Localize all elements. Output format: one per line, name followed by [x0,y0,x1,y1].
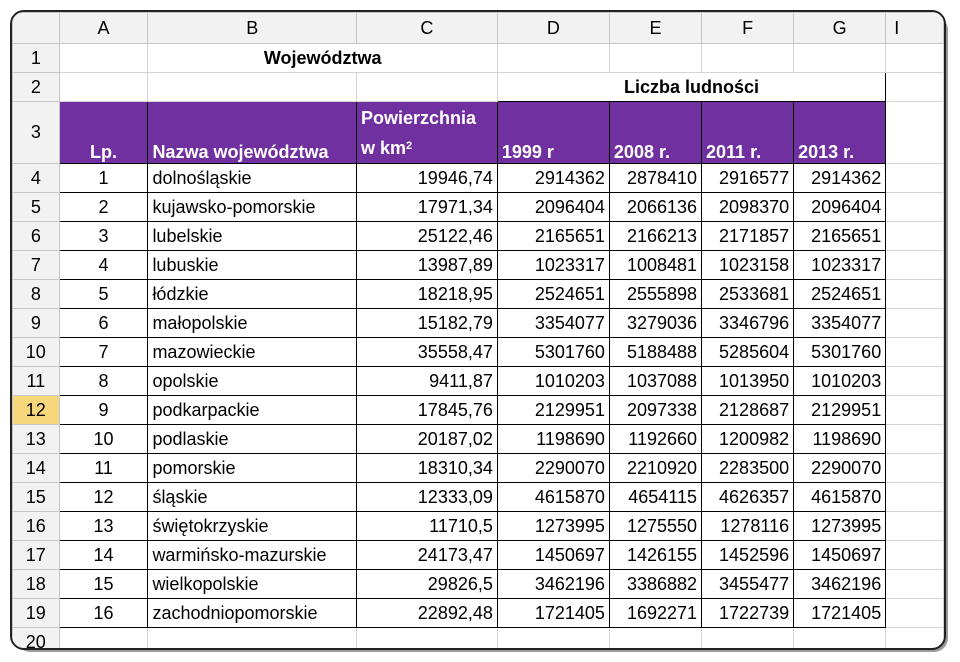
cell-p2013[interactable]: 1721405 [794,599,886,628]
table-row [13,280,944,309]
cell[interactable] [886,44,944,73]
spreadsheet-grid [12,12,944,650]
cell[interactable] [609,44,701,73]
cell-area[interactable]: 22892,48 [356,599,497,628]
header-cell-1999[interactable]: 1999 r [497,102,609,164]
cell-p2011[interactable]: 1278116 [702,512,794,541]
cell-p1999[interactable]: 1023317 [497,251,609,280]
cell-p2008[interactable]: 1692271 [609,599,701,628]
cell-p2011[interactable]: 2283500 [702,454,794,483]
cell-p2011[interactable]: 2171857 [702,222,794,251]
cell-p1999[interactable]: 1273995 [497,512,609,541]
cell[interactable] [59,44,148,73]
cell-p2013[interactable]: 3462196 [794,570,886,599]
cell-lp[interactable]: 8 [59,367,148,396]
cell-area[interactable]: 35558,47 [356,338,497,367]
cell-lp[interactable]: 11 [59,454,148,483]
column-header-h[interactable]: I [886,13,944,44]
cell-p2013[interactable]: 4615870 [794,483,886,512]
cell-area[interactable]: 17845,76 [356,396,497,425]
table-row [13,541,944,570]
row-header[interactable]: 9 [13,309,60,338]
cell-p2013[interactable]: 5301760 [794,338,886,367]
cell-p1999[interactable]: 5301760 [497,338,609,367]
cell[interactable] [609,628,701,651]
cell[interactable] [886,483,944,512]
cell-area[interactable]: 17971,34 [356,193,497,222]
table-row [13,251,944,280]
table-row [13,570,944,599]
table-row [13,309,944,338]
cell-p1999[interactable]: 3354077 [497,309,609,338]
cell-p2011[interactable]: 2916577 [702,164,794,193]
cell-area[interactable]: 20187,02 [356,425,497,454]
cell-lp[interactable]: 5 [59,280,148,309]
row-header[interactable]: 11 [13,367,60,396]
cell-p2013[interactable]: 2129951 [794,396,886,425]
cell-name[interactable]: opolskie [148,367,357,396]
table-row [13,599,944,628]
row-header[interactable]: 15 [13,483,60,512]
cell-p2011[interactable]: 2098370 [702,193,794,222]
cell-p2008[interactable]: 2166213 [609,222,701,251]
cell[interactable] [886,309,944,338]
cell-lp[interactable]: 6 [59,309,148,338]
cell-p2013[interactable]: 2096404 [794,193,886,222]
cell-area[interactable]: 25122,46 [356,222,497,251]
cell[interactable] [148,628,357,651]
cell-name[interactable]: podkarpackie [148,396,357,425]
row-header[interactable]: 12 [13,396,60,425]
cell-p2008[interactable]: 1192660 [609,425,701,454]
table-row [13,425,944,454]
cell-p2011[interactable]: 2533681 [702,280,794,309]
area-header-superscript: 2 [406,140,413,152]
cell[interactable] [497,44,609,73]
row-header[interactable]: 17 [13,541,60,570]
cell[interactable] [148,73,357,102]
cell[interactable] [794,628,886,651]
cell[interactable] [886,396,944,425]
header-cell-lp[interactable]: Lp. [59,102,148,164]
cell-area[interactable]: 29826,5 [356,570,497,599]
cell-p2008[interactable]: 2097338 [609,396,701,425]
cell-p2008[interactable]: 4654115 [609,483,701,512]
cell-name[interactable]: dolnośląskie [148,164,357,193]
spreadsheet-frame [10,10,946,650]
cell-p2008[interactable]: 2555898 [609,280,701,309]
table-row [13,512,944,541]
cell-lp[interactable]: 12 [59,483,148,512]
cell-name[interactable]: lubelskie [148,222,357,251]
cell-p1999[interactable]: 2096404 [497,193,609,222]
cell[interactable] [886,73,944,102]
cell-area[interactable]: 11710,5 [356,512,497,541]
cell-name[interactable]: warmińsko-mazurskie [148,541,357,570]
table-row [13,222,944,251]
cell-lp[interactable]: 1 [59,164,148,193]
row-header[interactable]: 4 [13,164,60,193]
cell-p2011[interactable]: 1023158 [702,251,794,280]
cell-p2008[interactable]: 2210920 [609,454,701,483]
cell-area[interactable]: 24173,47 [356,541,497,570]
table-row [13,483,944,512]
cell-p2011[interactable]: 4626357 [702,483,794,512]
cell[interactable] [886,338,944,367]
table-row [13,396,944,425]
row-header[interactable]: 2 [13,73,60,102]
cell-lp[interactable]: 13 [59,512,148,541]
table-row [13,164,944,193]
cell-p2011[interactable]: 2128687 [702,396,794,425]
cell-p2008[interactable]: 2878410 [609,164,701,193]
cell-name[interactable]: łódzkie [148,280,357,309]
cell-p2013[interactable]: 1198690 [794,425,886,454]
cell-name[interactable]: lubuskie [148,251,357,280]
cell-p1999[interactable]: 2524651 [497,280,609,309]
cell-p2013[interactable]: 1010203 [794,367,886,396]
area-header-line2 [361,133,497,163]
column-header-d[interactable]: D [497,13,609,44]
cell-p2008[interactable]: 2066136 [609,193,701,222]
cell-p2008[interactable]: 1275550 [609,512,701,541]
sheet-title-cell[interactable]: Województwa [148,44,497,73]
column-header-a[interactable]: A [59,13,148,44]
cell-name[interactable]: zachodniopomorskie [148,599,357,628]
table-row [13,628,944,651]
table-row [13,454,944,483]
cell-area[interactable]: 18310,34 [356,454,497,483]
cell-p1999[interactable]: 1721405 [497,599,609,628]
cell-lp[interactable]: 2 [59,193,148,222]
cell-area[interactable]: 12333,09 [356,483,497,512]
table-row [13,193,944,222]
cell[interactable] [886,512,944,541]
row-header[interactable]: 7 [13,251,60,280]
cell-p1999[interactable]: 3462196 [497,570,609,599]
cell-name[interactable]: podlaskie [148,425,357,454]
cell[interactable] [886,628,944,651]
cell-p2008[interactable]: 5188488 [609,338,701,367]
population-group-header[interactable]: Liczba ludności [497,73,885,102]
cell-p2011[interactable]: 1452596 [702,541,794,570]
cell-p2011[interactable]: 1722739 [702,599,794,628]
cell-p2013[interactable]: 1450697 [794,541,886,570]
row-header[interactable]: 16 [13,512,60,541]
cell-p1999[interactable]: 4615870 [497,483,609,512]
cell[interactable] [356,628,497,651]
cell-p1999[interactable]: 1198690 [497,425,609,454]
cell-lp[interactable]: 7 [59,338,148,367]
column-header-g[interactable]: G [794,13,886,44]
column-header-e[interactable]: E [609,13,701,44]
table-row [13,367,944,396]
cell-lp[interactable]: 16 [59,599,148,628]
row-header[interactable]: 18 [13,570,60,599]
cell-name[interactable]: mazowieckie [148,338,357,367]
cell-p1999[interactable]: 1450697 [497,541,609,570]
cell[interactable] [886,425,944,454]
row-header[interactable]: 13 [13,425,60,454]
row-header[interactable]: 6 [13,222,60,251]
cell-name[interactable]: kujawsko-pomorskie [148,193,357,222]
row-header[interactable]: 3 [13,102,60,164]
cell-p2013[interactable]: 1273995 [794,512,886,541]
cell-name[interactable]: pomorskie [148,454,357,483]
cell-p2013[interactable]: 3354077 [794,309,886,338]
cell-name[interactable]: świętokrzyskie [148,512,357,541]
table-row [13,338,944,367]
cell[interactable] [794,44,886,73]
cell-p2013[interactable]: 1023317 [794,251,886,280]
cell-area[interactable]: 13987,89 [356,251,497,280]
cell-name[interactable]: małopolskie [148,309,357,338]
column-header-f[interactable]: F [702,13,794,44]
row-header[interactable]: 5 [13,193,60,222]
cell[interactable] [886,222,944,251]
cell-p1999[interactable]: 2914362 [497,164,609,193]
cell-p2013[interactable]: 2524651 [794,280,886,309]
cell[interactable] [59,628,148,651]
cell-p2011[interactable]: 3455477 [702,570,794,599]
row-header[interactable]: 20 [13,628,60,651]
select-all-corner[interactable] [13,13,60,44]
row-header[interactable]: 1 [13,44,60,73]
cell-p1999[interactable]: 1010203 [497,367,609,396]
cell[interactable] [886,541,944,570]
cell-p2011[interactable]: 1200982 [702,425,794,454]
column-header-b[interactable]: B [148,13,357,44]
cell-p2008[interactable]: 3279036 [609,309,701,338]
cell-p1999[interactable]: 2290070 [497,454,609,483]
cell[interactable] [886,280,944,309]
cell[interactable] [497,628,609,651]
cell-p2008[interactable]: 1008481 [609,251,701,280]
cell[interactable] [886,164,944,193]
row-header[interactable]: 19 [13,599,60,628]
cell-lp[interactable]: 9 [59,396,148,425]
cell-lp[interactable]: 4 [59,251,148,280]
cell[interactable] [702,628,794,651]
cell-lp[interactable]: 10 [59,425,148,454]
cell[interactable] [886,102,944,164]
cell-area[interactable]: 19946,74 [356,164,497,193]
area-header-line1: Powierzchnia [360,108,477,128]
cell[interactable] [886,367,944,396]
cell[interactable] [886,193,944,222]
cell-p2013[interactable]: 2165651 [794,222,886,251]
cell[interactable] [886,454,944,483]
cell-p2011[interactable]: 5285604 [702,338,794,367]
cell[interactable] [886,251,944,280]
cell-area[interactable]: 15182,79 [356,309,497,338]
cell-p2008[interactable]: 1426155 [609,541,701,570]
cell-p1999[interactable]: 2165651 [497,222,609,251]
column-header-c[interactable]: C [356,13,497,44]
cell-area[interactable]: 9411,87 [356,367,497,396]
cell-lp[interactable]: 3 [59,222,148,251]
area-header-unit: w km [360,138,407,158]
cell-name[interactable]: śląskie [148,483,357,512]
header-cell-2013[interactable]: 2013 r. [794,102,886,164]
cell[interactable] [702,44,794,73]
cell-p2008[interactable]: 1037088 [609,367,701,396]
row-header[interactable]: 14 [13,454,60,483]
cell-p2008[interactable]: 3386882 [609,570,701,599]
cell[interactable] [356,73,497,102]
header-cell-area[interactable] [356,102,497,164]
cell[interactable] [59,73,148,102]
cell-lp[interactable]: 14 [59,541,148,570]
cell-p2013[interactable]: 2914362 [794,164,886,193]
cell-lp[interactable]: 15 [59,570,148,599]
cell-p2011[interactable]: 1013950 [702,367,794,396]
cell-p2013[interactable]: 2290070 [794,454,886,483]
cell-p1999[interactable]: 2129951 [497,396,609,425]
header-cell-2008[interactable]: 2008 r. [609,102,701,164]
cell[interactable] [886,599,944,628]
row-header[interactable]: 10 [13,338,60,367]
cell-name[interactable]: wielkopolskie [148,570,357,599]
header-cell-name[interactable]: Nazwa województwa [148,102,357,164]
cell-p2011[interactable]: 3346796 [702,309,794,338]
header-cell-2011[interactable]: 2011 r. [702,102,794,164]
cell[interactable] [886,570,944,599]
cell-area[interactable]: 18218,95 [356,280,497,309]
row-header[interactable]: 8 [13,280,60,309]
